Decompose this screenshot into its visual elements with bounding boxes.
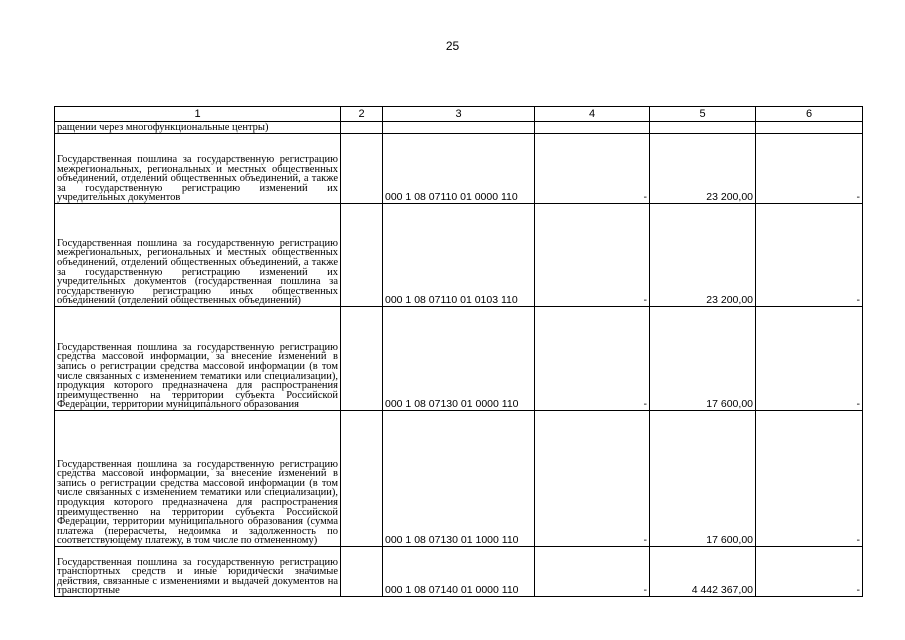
row-col2 bbox=[341, 122, 383, 134]
row-col6: - bbox=[756, 204, 863, 307]
row-col5: 23 200,00 bbox=[650, 204, 756, 307]
header-col-3: 3 bbox=[383, 107, 535, 122]
row-col5: 17 600,00 bbox=[650, 411, 756, 547]
table-row bbox=[55, 204, 863, 307]
row-col6: - bbox=[756, 134, 863, 204]
row-col2 bbox=[341, 307, 383, 411]
row-col2 bbox=[341, 411, 383, 547]
table-row bbox=[55, 547, 863, 597]
page-number: 25 bbox=[445, 39, 460, 53]
row-col5: 23 200,00 bbox=[650, 134, 756, 204]
row-col4: - bbox=[535, 411, 650, 547]
row-col2 bbox=[341, 204, 383, 307]
row-code bbox=[383, 122, 535, 134]
header-col-6: 6 bbox=[756, 107, 863, 122]
row-col6: - bbox=[756, 307, 863, 411]
budget-table bbox=[54, 106, 863, 597]
row-col6 bbox=[756, 122, 863, 134]
table-row bbox=[55, 122, 863, 134]
row-code: 000 1 08 07110 01 0103 110 bbox=[383, 204, 535, 307]
row-col4 bbox=[535, 122, 650, 134]
row-code: 000 1 08 07140 01 0000 110 bbox=[383, 547, 535, 597]
row-col4: - bbox=[535, 134, 650, 204]
header-col-4: 4 bbox=[535, 107, 650, 122]
row-name: Государственная пошлина за государственную регистрацию средства массовой информации, за внесение изменений в запись о регистрации средства массовой информации (в том числе связанных с изменением тематики или специализации), продукция которого предназначена для распространения преимущественно на территории субъекта Российской Федерации, территории муниципального образования bbox=[55, 307, 341, 411]
row-col4: - bbox=[535, 547, 650, 597]
table-row bbox=[55, 134, 863, 204]
row-code: 000 1 08 07110 01 0000 110 bbox=[383, 134, 535, 204]
header-row bbox=[55, 107, 863, 122]
row-col5: 4 442 367,00 bbox=[650, 547, 756, 597]
row-name: Государственная пошлина за государственную регистрацию межрегиональных, региональных и местных общественных объединений, отделений общественных объединений, а также за государственную регистрацию изменений их учредительных документов (государственная пошлина за государственную регистрацию иных общественных объединений (отделений общественных объединений) bbox=[55, 204, 341, 307]
row-col4: - bbox=[535, 204, 650, 307]
header-col-1: 1 bbox=[55, 107, 341, 122]
row-name: Государственная пошлина за государственную регистрацию межрегиональных, региональных и местных общественных объединений, отделений общественных объединений, а также за государственную регистрацию изменений их учредительных документов bbox=[55, 134, 341, 204]
row-code: 000 1 08 07130 01 1000 110 bbox=[383, 411, 535, 547]
row-name: Государственная пошлина за государственную регистрацию средства массовой информации, за внесение изменений в запись о регистрации средства массовой информации (в том числе связанных с изменением тематики или специализации), продукция которого предназначена для распространения преимущественно на территории субъекта Российской Федерации, территории муниципального образования (сумма платежа (перерасчеты, недоимка и задолженность по соответствующему платежу, в том числе по отмененному) bbox=[55, 411, 341, 547]
row-col6: - bbox=[756, 547, 863, 597]
table-row bbox=[55, 307, 863, 411]
row-name: Государственная пошлина за государственную регистрацию транспортных средств и иные юридически значимые действия, связанные с изменениями и выдачей документов на транспортные bbox=[55, 547, 341, 597]
header-col-2: 2 bbox=[341, 107, 383, 122]
row-code: 000 1 08 07130 01 0000 110 bbox=[383, 307, 535, 411]
row-col5: 17 600,00 bbox=[650, 307, 756, 411]
row-name: ращении через многофункциональные центры) bbox=[55, 122, 341, 134]
row-col5 bbox=[650, 122, 756, 134]
row-col4: - bbox=[535, 307, 650, 411]
header-col-5: 5 bbox=[650, 107, 756, 122]
table-row bbox=[55, 411, 863, 547]
row-col2 bbox=[341, 134, 383, 204]
row-col2 bbox=[341, 547, 383, 597]
row-col6: - bbox=[756, 411, 863, 547]
